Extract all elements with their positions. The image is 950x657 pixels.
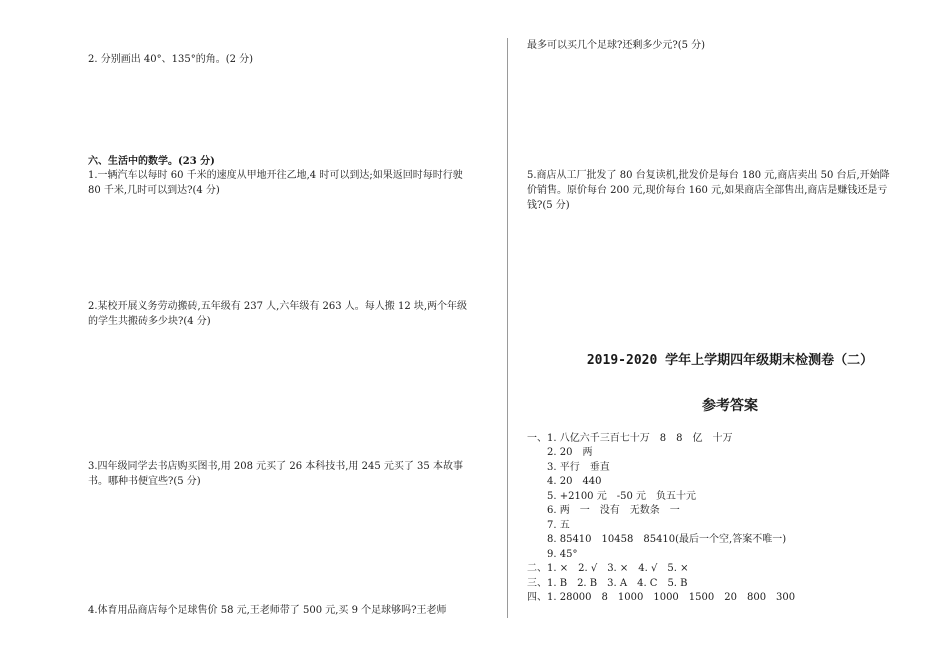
answer-line: 一、1. 八亿六千三百七十万 8 8 亿 十万 (527, 433, 733, 444)
answer-line: 9. 45° (527, 549, 578, 560)
answer-line: 6. 两 一 没有 无数条 一 (527, 505, 680, 516)
question-6-2-line1: 2.某校开展义务劳动搬砖,五年级有 237 人,六年级有 263 人。每人搬 12 块,两个年级 (88, 301, 468, 312)
question-6-5-line3: 钱?(5 分) (527, 200, 570, 211)
answer-line: 3. 平行 垂直 (527, 462, 610, 473)
section-six-title: 六、生活中的数学。(23 分) (88, 156, 215, 167)
answer-key-heading: 参考答案 (702, 398, 758, 414)
answer-line: 四、1. 28000 8 1000 1000 1500 20 800 300 (527, 592, 796, 603)
question-6-1-line1: 1.一辆汽车以每时 60 千米的速度从甲地开往乙地,4 时可以到达;如果返回时每时行驶 (88, 170, 463, 181)
question-6-3-line1: 3.四年级同学去书店购买图书,用 208 元买了 26 本科技书,用 245 元买了 35 本故事 (88, 461, 463, 472)
question-6-4-line1: 4.体育用品商店每个足球售价 58 元,王老师带了 500 元,买 9 个足球够吗?王老师 (88, 605, 447, 616)
question-6-2-line2: 的学生共搬砖多少块?(4 分) (88, 316, 211, 327)
column-divider (507, 38, 508, 618)
question-6-5-line2: 价销售。原价每台 200 元,现价每台 160 元,如果商店全部售出,商店是赚钱还是亏 (527, 185, 888, 196)
question-draw-angles: 2. 分别画出 40°、135°的角。(2 分) (88, 54, 254, 65)
answer-line: 8. 85410 10458 85410(最后一个空,答案不唯一) (527, 534, 787, 545)
question-6-4-line2: 最多可以买几个足球?还剩多少元?(5 分) (527, 40, 706, 51)
answer-line: 7. 五 (527, 520, 570, 531)
answer-line: 三、1. B 2. B 3. A 4. C 5. B (527, 578, 688, 589)
exam-title: 2019-2020 学年上学期四年级期末检测卷（二） (586, 353, 874, 368)
answer-line: 二、1. × 2. √ 3. × 4. √ 5. × (527, 563, 689, 574)
answer-line: 2. 20 两 (527, 447, 593, 458)
answer-line: 5. +2100 元 -50 元 负五十元 (527, 491, 697, 502)
question-6-5-line1: 5.商店从工厂批发了 80 台复读机,批发价是每台 180 元,商店卖出 50 台后,开始降 (527, 170, 890, 181)
answer-line: 4. 20 440 (527, 476, 602, 487)
question-6-1-line2: 80 千米,几时可以到达?(4 分) (88, 185, 220, 196)
question-6-3-line2: 书。哪种书便宜些?(5 分) (88, 476, 201, 487)
